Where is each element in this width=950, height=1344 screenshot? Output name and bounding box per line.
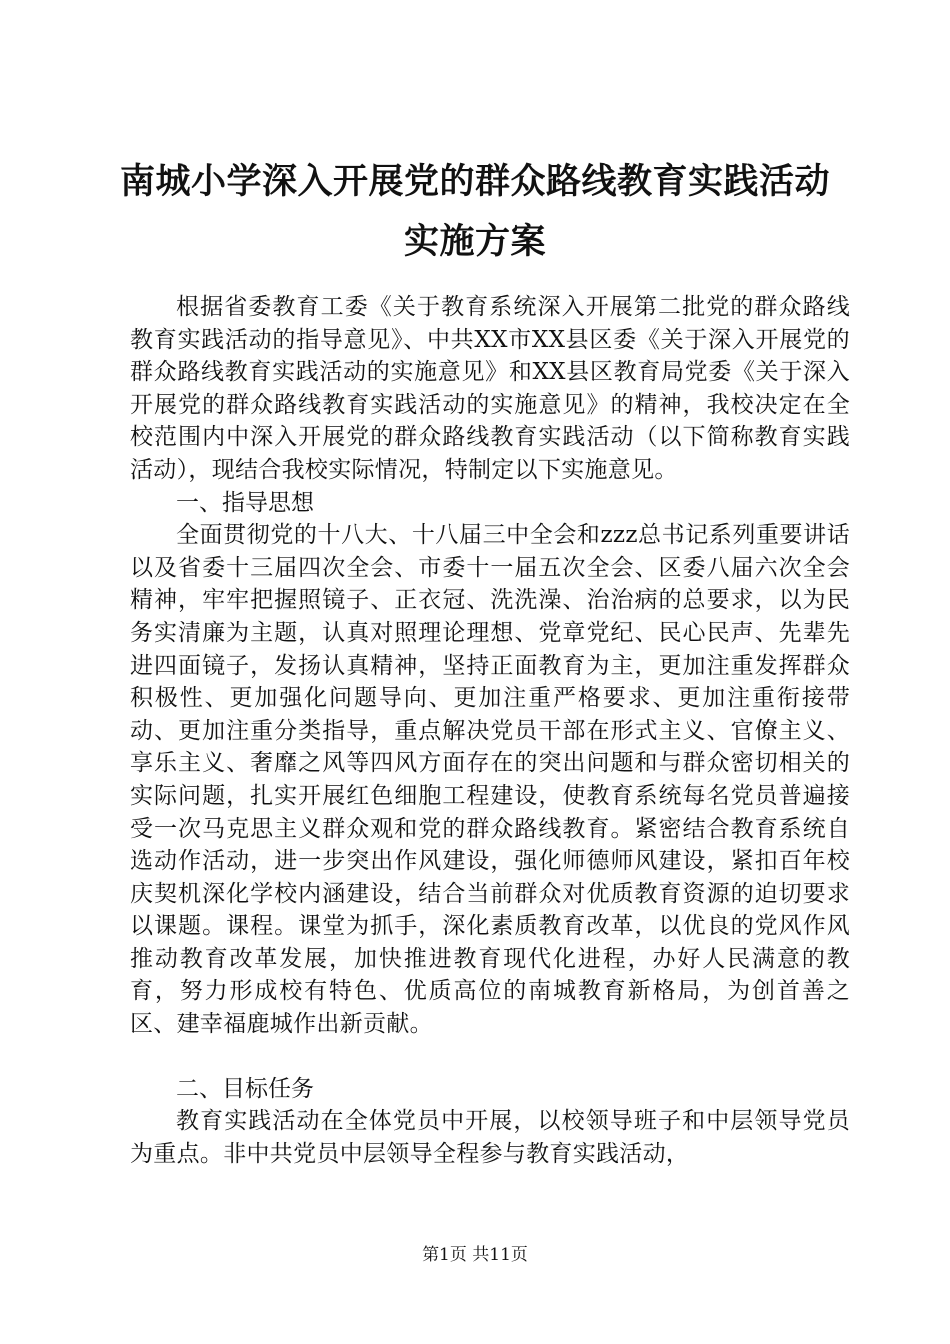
paragraph-goals: 教育实践活动在全体党员中开展，以校领导班子和中层领导党员为重点。非中共党员中层领导全程参与教育实践活动， xyxy=(130,1108,850,1167)
section-heading-guiding-ideology: 一、指导思想 xyxy=(176,489,314,516)
document-title-line-1: 南城小学深入开展党的群众路线教育实践活动 xyxy=(119,161,830,202)
document-body xyxy=(130,291,850,1170)
document-title-line-2: 实施方案 xyxy=(403,221,546,262)
section-heading-goals: 二、目标任务 xyxy=(176,1075,314,1102)
paragraph-spacer xyxy=(130,1041,850,1073)
paragraph-intro: 根据省委教育工委《关于教育系统深入开展第二批党的群众路线教育实践活动的指导意见》、中共XX市XX县区委《关于深入开展党的群众路线教育实践活动的实施意见》和XX县区教育局党委《关于深入开展党的群众路线教育实践活动的实施意见》的精神，我校决定在全校范围内中深入开展党的群众路线教育实践活动（以下简称教育实践活动），现结合我校实际情况，特制定以下实施意见。 xyxy=(130,294,850,483)
page-footer: 第1页 共11页 xyxy=(422,1245,528,1265)
paragraph-guiding-ideology: 全面贯彻党的十八大、十八届三中全会和zzz总书记系列重要讲话以及省委十三届四次全会、市委十一届五次全会、区委八届六次全会精神，牢牢把握照镜子、正衣冠、洗洗澡、治治病的总要求，以为民务实清廉为主题，认真对照理论理想、党章党纪、民心民声、先辈先进四面镜子，发扬认真精神，坚持正面教育为主，更加注重发挥群众积极性、更加强化问题导向、更加注重严格要求、更加注重衔接带动、更加注重分类指导，重点解决党员干部在形式主义、官僚主义、享乐主义、奢靡之风等四风方面存在的突出问题和与群众密切相关的实际问题，扎实开展红色细胞工程建设，使教育系统每名党员普遍接受一次马克思主义群众观和党的群众路线教育。紧密结合教育系统自选动作活动，进一步突出作风建设，强化师德师风建设，紧扣百年校庆契机深化学校内涵建设，结合当前群众对优质教育资源的迫切要求以课题。课程。课堂为抓手，深化素质教育改革，以优良的党风作风推动教育改革发展，加快推进教育现代化进程，办好人民满意的教育，努力形成校有特色、优质高位的南城教育新格局，为创首善之区、建幸福鹿城作出新贡献。 xyxy=(130,522,850,1038)
